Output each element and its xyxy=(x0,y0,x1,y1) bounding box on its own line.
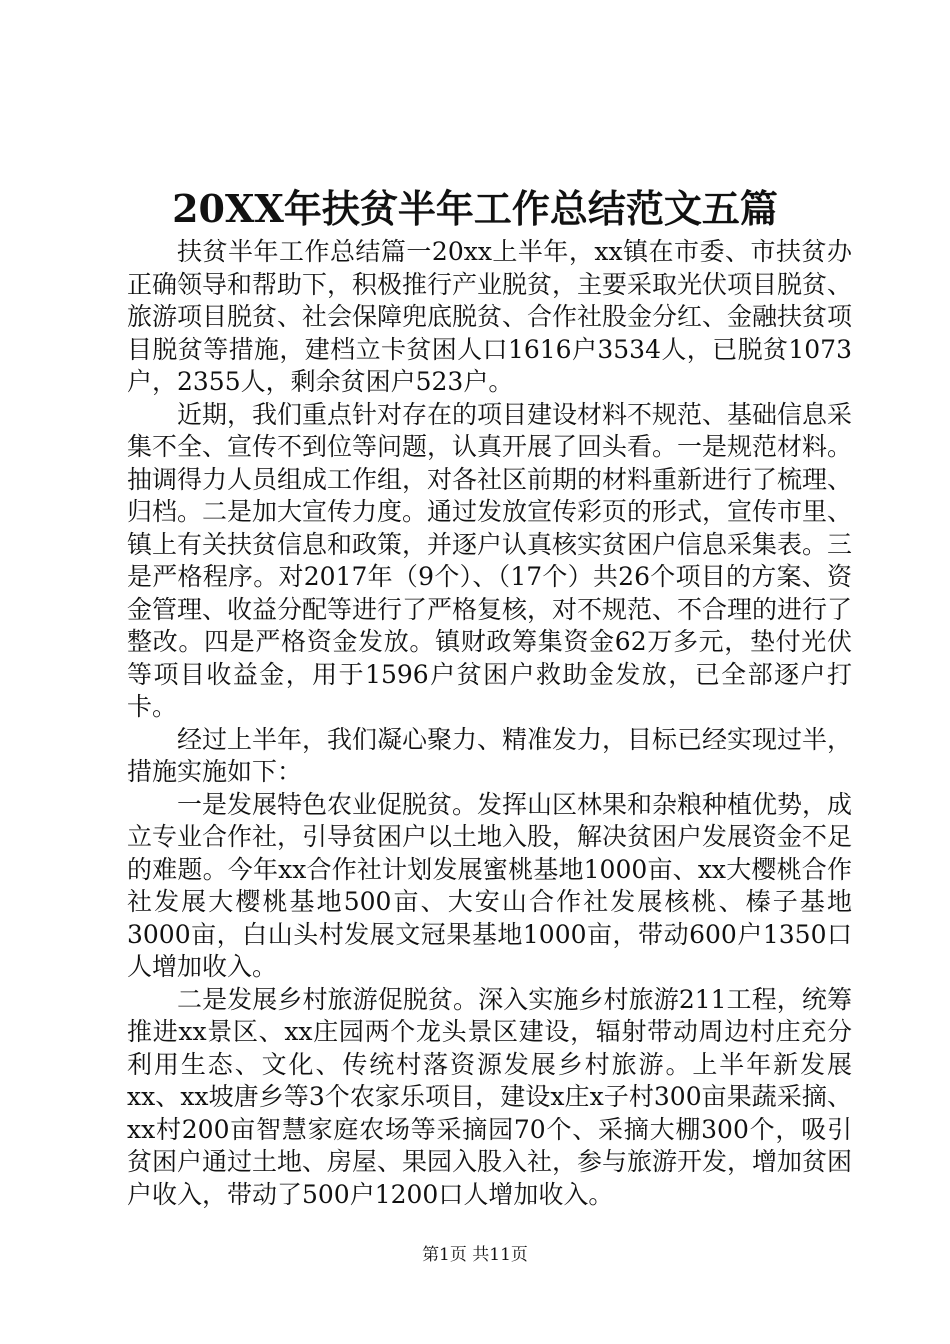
paragraph-3: 经过上半年，我们凝心聚力、精准发力，目标已经实现过半，措施实施如下： xyxy=(127,724,853,786)
paragraph-5: 二是发展乡村旅游促脱贫。深入实施乡村旅游211工程，统筹推进xx景区、xx庄园两个龙头景区建设，辐射带动周边村庄充分利用生态、文化、传统村落资源发展乡村旅游。上半年新发展xx、xx坡唐乡等3个农家乐项目，建设x庄x子村300亩果蔬采摘、xx村200亩智慧家庭农场等采摘园70个、采摘大棚300个，吸引贫困户通过土地、房屋、果园入股入社，参与旅游开发，增加贫困户收入，带动了500户1200口人增加收入。 xyxy=(127,984,853,1209)
page-footer: 第1页 共11页 xyxy=(422,1245,528,1265)
paragraph-4: 一是发展特色农业促脱贫。发挥山区林果和杂粮种植优势，成立专业合作社，引导贫困户以土地入股，解决贫困户发展资金不足的难题。今年xx合作社计划发展蜜桃基地1000亩、xx大樱桃合作社发展大樱桃基地500亩、大安山合作社发展核桃、榛子基地3000亩，白山头村发展文冠果基地1000亩，带动600户1350口人增加收入。 xyxy=(127,789,853,981)
paragraph-2: 近期，我们重点针对存在的项目建设材料不规范、基础信息采集不全、宣传不到位等问题，认真开展了回头看。一是规范材料。抽调得力人员组成工作组，对各社区前期的材料重新进行了梳理、归档。二是加大宣传力度。通过发放宣传彩页的形式，宣传市里、镇上有关扶贫信息和政策，并逐户认真核实贫困户信息采集表。三是严格程序。对2017年（9个）、（17个）共26个项目的方案、资金管理、收益分配等进行了严格复核，对不规范、不合理的进行了整改。四是严格资金发放。镇财政筹集资金62万多元，垫付光伏等项目收益金，用于1596户贫困户救助金发放，已全部逐户打卡。 xyxy=(127,399,853,721)
paragraph-1: 扶贫半年工作总结篇一20xx上半年，xx镇在市委、市扶贫办正确领导和帮助下，积极推行产业脱贫，主要采取光伏项目脱贫、旅游项目脱贫、社会保障兜底脱贫、合作社股金分红、金融扶贫项目脱贫等措施，建档立卡贫困人口1616户3534人，已脱贫1073户，2355人，剩余贫困户523户。 xyxy=(127,237,853,396)
document-body xyxy=(127,236,852,1211)
document-title: 20XX年扶贫半年工作总结范文五篇 xyxy=(172,186,778,231)
